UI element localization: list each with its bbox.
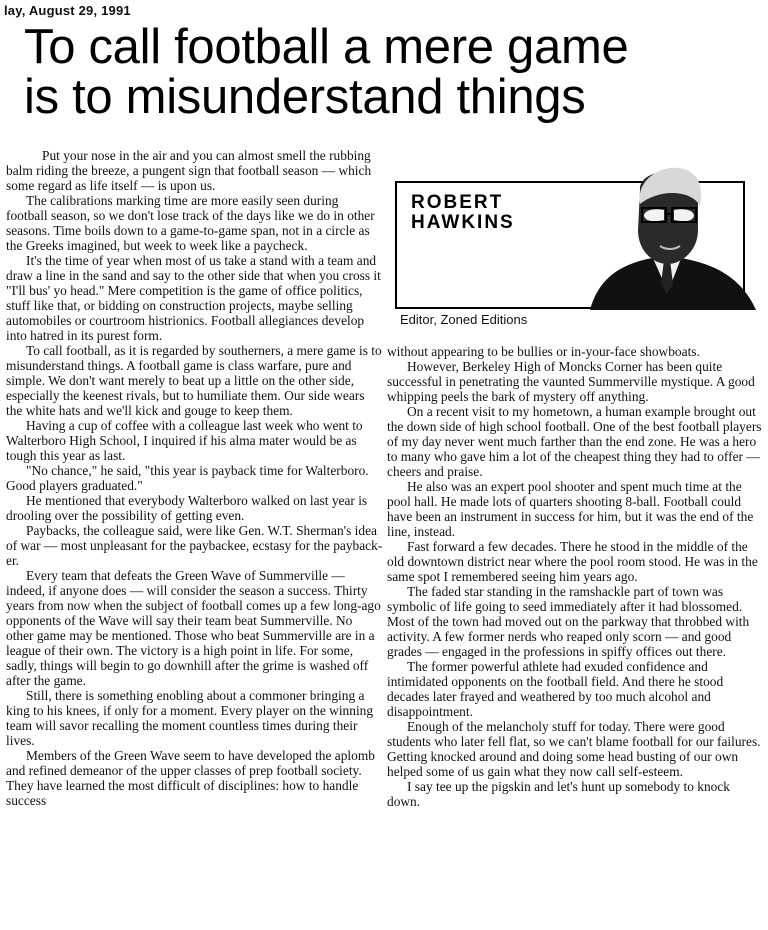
paragraph: Enough of the melancholy stuff for today. There were good students who later fell flat, so we can't blame football for our failures. Getting knocked around and doing some head busting of our own helped some of us gain what they now call self-esteem. — [387, 719, 761, 779]
paragraph: He mentioned that everybody Walterboro walked on last year is drooling over the possibility of getting even. — [6, 493, 368, 523]
byline-author-name — [411, 193, 515, 233]
byline-title: Editor, Zoned Editions — [400, 312, 528, 327]
paragraph: It's the time of year when most of us take a stand with a team and draw a line in the sand and say to the other side that when you cross it "I'll bus' yo head." Mere competition is the game of office politics, stuff like that, or bidding on construction projects, maybe selling automobiles or courtroom histrionics. Football allegiances develop into hatred in its purest form. — [6, 253, 381, 343]
paragraph: Members of the Green Wave seem to have developed the aplomb and refined demeanor of the upper classes of prep football society. They have learned the most difficult of disciplines: how to handle success — [6, 748, 375, 808]
paragraph: The faded star standing in the ramshackle part of town was symbolic of life going to seed immediately after it had blossomed. Most of the town had moved out on the parkway that throbbed with activity. A few former nerds who reaped only scorn — and good grades — engaged in the professions in spiffy offices out there. — [387, 584, 750, 659]
article-column-right — [387, 344, 763, 809]
paragraph: Having a cup of coffee with a colleague last week who went to Walterboro High School, I inquired if his alma mater would be as tough this year as last. — [6, 418, 363, 463]
paragraph: On a recent visit to my hometown, a human example brought out the down side of high school football. One of the best football players of my day never went much farther than the end zone. He was a hero to many who gave him a lot of the cheapest thing they had to offer — cheers and praise. — [387, 404, 762, 479]
headline-line-2: is to misunderstand things — [24, 70, 586, 124]
paragraph: "No chance," he said, "this year is payback time for Walterboro. Good players graduated." — [6, 463, 369, 493]
author-photo — [580, 160, 758, 310]
paragraph: The calibrations marking time are more easily seen during football season, so we don't lose track of the days like we do in other seasons. Time boils down to a game-to-game span, not in a circle as the Greeks imagined, but week to week like a paycheck. — [6, 193, 375, 253]
byline-last-name: HAWKINS — [411, 212, 515, 233]
headline — [24, 22, 764, 122]
paragraph: Put your nose in the air and you can almost smell the rubbing balm riding the breeze, a pungent sign that football season — which some regard as life itself — is upon us. — [6, 148, 372, 193]
paragraph: Fast forward a few decades. There he stood in the middle of the old downtown district near where the pool room stood. He was in the same spot I remembered seeing him years ago. — [387, 539, 758, 584]
paragraph: Every team that defeats the Green Wave of Summerville — indeed, if anyone does — will consider the season a success. Thirty years from now when the subject of football comes up a few long-ago opponents of the Wave will say their team beat Summerville. No other game may be mentioned. Those who beat Summerville are in a league of their own. The victory is a high point in life. For some, sadly, things will begin to go downhill after the grime is washed off after the game. — [6, 568, 381, 688]
paragraph: He also was an expert pool shooter and spent much time at the pool hall. He made lots of quarters shooting 8-ball. Football could have been an instrument in success for him, but it was the end of the line, instead. — [387, 479, 754, 539]
paragraph: Paybacks, the colleague said, were like Gen. W.T. Sherman's idea of war — most unpleasant for the paybackee, ecstasy for the payback-er. — [6, 523, 383, 568]
paragraph: without appearing to be bullies or in-your-face showboats. — [387, 344, 700, 359]
paragraph: Still, there is something enobling about a commoner bringing a king to his knees, if only for a moment. Every player on the winning team will savor recalling the moment countless times during their lives. — [6, 688, 374, 748]
paragraph: I say tee up the pigskin and let's hunt up somebody to knock down. — [387, 779, 730, 809]
paragraph: However, Berkeley High of Moncks Corner has been quite successful in penetrating the vaunted Summerville mystique. A good whipping peels the bark of mystery off anything. — [387, 359, 755, 404]
headline-line-1: To call football a mere game — [24, 20, 629, 74]
paragraph: The former powerful athlete had exuded confidence and intimidated opponents on the football field. And there he stood decades later frayed and weathered by too much alcohol and disappointment. — [387, 659, 724, 719]
byline-first-name: ROBERT — [411, 192, 504, 213]
article-column-left — [6, 148, 383, 808]
dateline: lay, August 29, 1991 — [4, 3, 131, 18]
paragraph: To call football, as it is regarded by southerners, a mere game is to misunderstand things. A football game is class warfare, pure and simple. We don't want merely to beat up a little on the other side, especially the keenest rivals, but to humiliate them. Our side wears the white hats and we'll kick and gouge to keep them. — [6, 343, 382, 418]
